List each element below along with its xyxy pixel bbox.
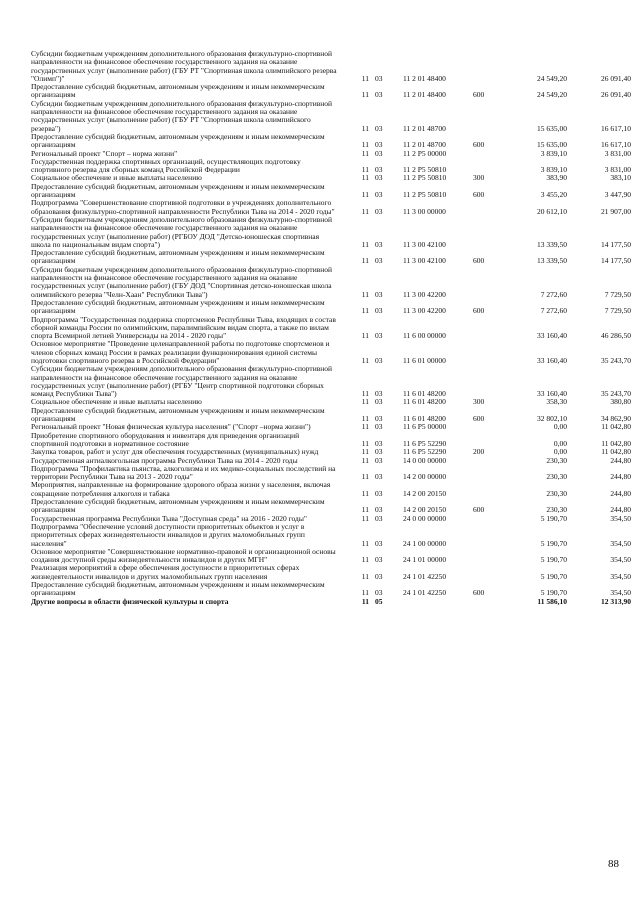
amount-year2-cell: 354,50 [610,571,631,581]
target-article-cell: 14 2 00 20150 [403,505,447,515]
amount-year2-cell: 3 831,00 [604,165,631,175]
amount-year2-cell: 11 042,80 [601,422,631,432]
subsection-code-cell: 03 [375,256,383,266]
section-code-cell: 11 [361,389,369,399]
section-code-cell: 11 [361,571,369,581]
table-row [31,481,631,498]
row-name-cell: Предоставление субсидий бюджетным, автономным учреждениям и иным некоммерческим организациям [31,497,325,515]
section-code-cell: 11 [361,239,369,249]
row-name-cell: Социальное обеспечение и иные выплаты населению [31,397,202,407]
amount-year1-cell: 13 339,50 [537,256,567,266]
expense-type-cell: 600 [473,140,485,150]
amount-year2-cell: 354,50 [610,513,631,523]
table-row [31,581,631,598]
amount-year2-cell: 7 729,50 [604,289,631,299]
amount-year1-cell: 5 190,70 [540,555,567,565]
expense-type-cell [473,199,503,216]
subsection-code-cell: 03 [375,472,383,482]
target-article-cell: 11 2 01 48700 [403,123,446,133]
amount-year2-cell: 26 091,40 [601,73,631,83]
section-code-cell: 11 [361,148,369,158]
amount-year1-cell: 0,00 [553,447,567,457]
row-name-cell: Реализация мероприятий в сфере обеспечения доступности в приоритетных сферах жизнедеятельности инвалидов и других маломобильных групп населения [31,563,300,581]
target-article-cell: 11 6 P5 52290 [403,447,447,457]
subsection-code-cell: 03 [375,239,383,249]
amount-year2-cell: 380,80 [610,397,631,407]
expense-type-cell [473,564,503,581]
row-name-cell: Основное мероприятие "Проведение целенаправленной работы по подготовке спортсменов и членов сборных команд России в рамках реализации функционирования единой системы подготовки спортивного резерва в Российской Федерации" [31,339,330,365]
amount-year2-cell: 11 042,80 [601,438,631,448]
section-code-cell: 11 [361,555,369,565]
amount-year1-cell: 11 586,10 [537,596,567,606]
section-code-cell: 11 [361,422,369,432]
subsection-code-cell: 03 [375,555,383,565]
amount-year1-cell: 358,30 [546,397,567,407]
section-code-cell: 11 [361,90,369,100]
expense-type-cell [473,481,503,498]
table-row [31,365,631,398]
subsection-code-cell: 03 [375,173,383,183]
amount-year1-cell: 33 160,40 [537,355,567,365]
section-code-cell: 11 [361,472,369,482]
target-article-cell: 11 6 01 48200 [403,389,446,399]
amount-year2-cell: 14 177,50 [601,239,631,249]
section-code-cell: 11 [361,190,369,200]
amount-year2-cell: 46 286,50 [601,331,631,341]
amount-year2-cell: 244,80 [610,505,631,515]
target-article-cell: 11 2 01 48700 [403,140,446,150]
row-name-cell: Предоставление субсидий бюджетным, автономным учреждениям и иным некоммерческим организациям [31,131,325,150]
expense-type-cell [473,50,503,83]
amount-year2-cell: 11 042,80 [601,447,631,457]
expense-type-cell [473,457,503,465]
table-row [31,83,631,100]
section-code-cell: 11 [361,596,369,606]
table-row [31,133,631,150]
section-code-cell: 11 [361,513,369,523]
amount-year1-cell: 32 802,10 [537,414,567,424]
row-name-cell: Мероприятия, направленные на формирование здорового образа жизни у населения, включая сокращение потребления алкоголя и табака [31,480,331,498]
expense-type-cell [473,598,503,606]
row-name-cell: Основное мероприятие "Совершенствование нормативно-правовой и организационной основы создания доступной среды жизнедеятельности инвалидов и других МГН" [31,546,336,565]
target-article-cell: 11 6 01 48200 [403,414,446,424]
target-article-cell: 11 2 P5 50810 [403,165,447,175]
amount-year2-cell: 354,50 [610,555,631,565]
expense-type-cell: 300 [473,397,485,407]
amount-year1-cell: 24 549,20 [537,73,567,83]
section-code-cell: 11 [361,289,369,299]
table-row [31,100,631,133]
subsection-code-cell: 03 [375,414,383,424]
expense-type-cell: 600 [473,414,485,424]
section-code-cell: 11 [361,206,369,216]
target-article-cell: 14 0 00 00000 [403,455,447,465]
section-code-cell: 11 [361,73,369,83]
expense-type-cell [473,150,503,158]
target-article-cell: 24 1 00 00000 [403,538,447,548]
row-name-cell: Закупка товаров, работ и услуг для обеспечения государственных (муниципальных) нужд [31,447,319,457]
row-name-cell: Предоставление субсидий бюджетным, автономным учреждениям и иным некоммерческим организациям [31,580,325,598]
subsection-code-cell: 03 [375,190,383,200]
row-name-cell: Предоставление субсидий бюджетным, автономным учреждениям и иным некоммерческим организациям [31,181,325,200]
amount-year2-cell: 16 617,10 [601,123,631,133]
row-name-cell: Подпрограмма "Совершенствование спортивной подготовки в учреждениях дополнительного образования физкультурно-спортивной направленности Республики Тыва на 2014 - 2020 годы" [31,198,335,216]
table-total-row [31,598,631,606]
row-name-cell: Региональный проект "Новая физическая культура населения" ("Спорт –норма жизни") [31,422,311,432]
section-code-cell: 11 [361,447,369,457]
expense-type-cell: 600 [473,256,485,266]
amount-year2-cell: 7 729,50 [604,306,631,316]
amount-year1-cell: 3 839,10 [540,165,567,175]
expense-type-cell [473,523,503,548]
table-row [31,523,631,548]
section-code-cell: 11 [361,331,369,341]
subsection-code-cell: 03 [375,73,383,83]
amount-year1-cell: 230,30 [546,505,567,515]
amount-year2-cell: 354,50 [610,538,631,548]
amount-year2-cell: 354,50 [610,588,631,598]
target-article-cell: 24 1 01 42250 [403,571,447,581]
table-row [31,340,631,365]
table-row [31,407,631,424]
row-name-cell: Предоставление субсидий бюджетным, автономным учреждениям и иным некоммерческим организациям [31,248,325,266]
target-article-cell: 11 6 01 48200 [403,397,446,407]
row-name-cell: Субсидии бюджетным учреждениям дополнительного образования физкультурно-спортивной направленности на финансовое обеспечение государственного задания на оказание государственных услуг (выполнение работ) (ГБУ РТ "Спортивная школа олимпийского резерва "Олимп")" [31,49,337,83]
expense-type-cell [473,158,503,175]
subsection-code-cell: 03 [375,206,383,216]
target-article-cell: 11 6 01 00000 [403,355,446,365]
subsection-code-cell: 03 [375,389,383,399]
expense-type-cell: 600 [473,190,485,200]
amount-year2-cell: 35 243,70 [601,355,631,365]
row-name-cell: Другие вопросы в области физической культуры и спорта [31,596,229,606]
expense-type-cell [473,365,503,398]
subsection-code-cell: 03 [375,422,383,432]
amount-year2-cell: 35 243,70 [601,389,631,399]
table-row [31,548,631,565]
section-code-cell: 11 [361,397,369,407]
subsection-code-cell: 03 [375,505,383,515]
subsection-code-cell: 03 [375,513,383,523]
expense-type-cell [473,432,503,449]
amount-year1-cell: 383,90 [546,173,567,183]
table-row [31,465,631,482]
section-code-cell: 11 [361,173,369,183]
budget-table [31,50,631,606]
subsection-code-cell: 03 [375,571,383,581]
row-name-cell: Приобретение спортивного оборудования и инвентаря для приведения организаций спортивной подготовки в нормативное состояние [31,430,300,448]
page-number: 88 [608,858,619,870]
row-name-cell: Субсидии бюджетным учреждениям дополнительного образования физкультурно-спортивной направленности на финансовое обеспечение государственного задания на оказание государственных услуг (выполнение работ) (ГБУ РТ "Спортивная школа олимпийского резерва") [31,98,333,133]
amount-year2-cell: 3 831,00 [604,148,631,158]
subsection-code-cell: 03 [375,165,383,175]
subsection-code-cell: 03 [375,397,383,407]
expense-type-cell [473,515,503,523]
target-article-cell: 11 2 P5 00000 [403,148,447,158]
target-article-cell: 11 3 00 42200 [403,306,446,316]
subsection-code-cell: 03 [375,438,383,448]
subsection-code-cell: 03 [375,123,383,133]
amount-year1-cell: 33 160,40 [537,389,567,399]
subsection-code-cell: 03 [375,140,383,150]
amount-year1-cell: 0,00 [553,422,567,432]
amount-year1-cell: 5 190,70 [540,513,567,523]
section-code-cell: 11 [361,165,369,175]
target-article-cell: 11 6 P5 52290 [403,438,447,448]
target-article-cell: 24 0 00 00000 [403,513,447,523]
amount-year2-cell: 383,10 [610,173,631,183]
row-name-cell: Предоставление субсидий бюджетным, автономным учреждениям и иным некоммерческим организациям [31,297,325,316]
amount-year2-cell: 12 313,90 [601,596,631,606]
subsection-code-cell: 03 [375,90,383,100]
amount-year1-cell: 24 549,20 [537,90,567,100]
amount-year1-cell: 5 190,70 [540,588,567,598]
row-name-cell: Предоставление субсидий бюджетным, автономным учреждениям и иным некоммерческим организациям [31,405,325,424]
expense-type-cell: 600 [473,306,485,316]
expense-type-cell [473,266,503,299]
row-name-cell: Предоставление субсидий бюджетным, автономным учреждениям и иным некоммерческим организациям [31,82,325,100]
table-row [31,432,631,449]
table-body [31,50,631,606]
subsection-code-cell: 03 [375,447,383,457]
expense-type-cell [473,316,503,341]
subsection-code-cell: 03 [375,289,383,299]
row-name-cell: Государственная антиалкогольная программа Республики Тыва на 2014 - 2020 годы [31,455,298,465]
target-article-cell [403,598,473,606]
expense-type-cell [473,100,503,133]
target-article-cell: 11 3 00 42200 [403,289,446,299]
target-article-cell: 11 6 00 00000 [403,331,446,341]
amount-year1-cell: 13 339,50 [537,239,567,249]
row-name-cell: Государственная программа Республики Тыва "Доступная среда" на 2016 - 2020 годы" [31,513,307,523]
subsection-code-cell: 03 [375,538,383,548]
subsection-code-cell: 03 [375,306,383,316]
amount-year2-cell: 14 177,50 [601,256,631,266]
amount-year1-cell: 230,30 [546,472,567,482]
expense-type-cell [473,465,503,482]
amount-year1-cell: 230,30 [546,455,567,465]
amount-year1-cell: 230,30 [546,488,567,498]
expense-type-cell [473,340,503,365]
target-article-cell: 11 2 01 48400 [403,90,446,100]
target-article-cell: 11 3 00 42100 [403,256,446,266]
amount-year2-cell: 21 907,00 [601,206,631,216]
section-code-cell: 11 [361,414,369,424]
target-article-cell: 14 2 00 20150 [403,488,447,498]
section-code-cell: 11 [361,505,369,515]
table-row [31,158,631,175]
table-row [31,299,631,316]
row-name-cell: Субсидии бюджетным учреждениям дополнительного образования физкультурно-спортивной направленности на финансовое обеспечение государственного задания на оказание государственных услуг (выполнение работ) (РГБУ "Центр спортивной подготовки сборных команд Республики Тыва") [31,364,333,399]
expense-type-cell [473,216,503,249]
amount-year2-cell: 26 091,40 [601,90,631,100]
section-code-cell: 11 [361,438,369,448]
amount-year2-cell: 244,80 [610,472,631,482]
target-article-cell: 14 2 00 00000 [403,472,447,482]
amount-year1-cell: 33 160,40 [537,331,567,341]
amount-year1-cell: 7 272,60 [540,289,567,299]
amount-year2-cell: 34 862,90 [601,414,631,424]
amount-year1-cell: 0,00 [553,438,567,448]
table-row [31,316,631,341]
amount-year1-cell: 15 635,00 [537,140,567,150]
subsection-code-cell: 03 [375,148,383,158]
expense-type-cell: 600 [473,90,485,100]
row-name-cell: Социальное обеспечение и иные выплаты населению [31,173,202,183]
table-row [31,50,631,83]
section-code-cell: 11 [361,306,369,316]
table-row [31,183,631,200]
section-code-cell: 11 [361,455,369,465]
amount-year1-cell: 3 455,20 [540,190,567,200]
row-name-cell: Субсидии бюджетным учреждениям дополнительного образования физкультурно-спортивной направленности на финансовое обеспечение государственного задания на оказание государственных услуг (выполнение работ) (РГБОУ ДОД "Детско-юношеская спортивная школа по национальным видам спорта") [31,214,333,249]
amount-year1-cell: 15 635,00 [537,123,567,133]
subsection-code-cell: 03 [375,488,383,498]
section-code-cell: 11 [361,123,369,133]
target-article-cell: 11 3 00 42100 [403,239,446,249]
table-row [31,266,631,299]
amount-year1-cell: 3 839,10 [540,148,567,158]
target-article-cell: 11 2 P5 50810 [403,173,447,183]
expense-type-cell: 300 [473,173,485,183]
table-row [31,216,631,249]
row-name-cell: Подпрограмма "Обеспечение условий доступности приоритетных объектов и услуг в приоритетных сферах жизнедеятельности инвалидов и других маломобильных групп населения" [31,521,305,548]
target-article-cell: 24 1 01 00000 [403,555,447,565]
amount-year2-cell: 244,80 [610,488,631,498]
row-name-cell: Субсидии бюджетным учреждениям дополнительного образования физкультурно-спортивной направленности на финансовое обеспечение государственного задания на оказание государственных услуг (выполнение работ) (ГБУ ДОД "Спортивная детско-юношеская школа олимпийского резерва "Челн-Хаан" Республики Тыва") [31,264,333,299]
target-article-cell: 11 2 P5 50810 [403,190,447,200]
table-row [31,564,631,581]
expense-type-cell: 200 [473,447,485,457]
table-row [31,498,631,515]
subsection-code-cell: 03 [375,588,383,598]
amount-year1-cell: 5 190,70 [540,571,567,581]
subsection-code-cell: 03 [375,331,383,341]
row-name-cell: Государственная поддержка спортивных организаций, осуществляющих подготовку спортивного резерва для сборных команд Российской Федерации [31,156,301,175]
expense-type-cell: 600 [473,505,485,515]
table-row [31,249,631,266]
subsection-code-cell: 03 [375,355,383,365]
expense-type-cell [473,423,503,431]
amount-year2-cell: 3 447,90 [604,190,631,200]
section-code-cell: 11 [361,538,369,548]
section-code-cell: 11 [361,488,369,498]
section-code-cell: 11 [361,588,369,598]
amount-year1-cell: 7 272,60 [540,306,567,316]
section-code-cell: 11 [361,140,369,150]
target-article-cell: 11 6 P5 00000 [403,422,447,432]
amount-year2-cell: 16 617,10 [601,140,631,150]
section-code-cell: 11 [361,355,369,365]
target-article-cell: 11 3 00 00000 [403,206,446,216]
section-code-cell: 11 [361,256,369,266]
row-name-cell: Подпрограмма "Государственная поддержка спортсменов Республики Тыва, входящих в состав сборной команды России по олимпийским, паралимпийским видам спорта, а также по вилам спорта Всемирной летней Универсиады на 2014 - 2020 годы" [31,314,336,341]
target-article-cell: 11 2 01 48400 [403,73,446,83]
expense-type-cell: 600 [473,588,485,598]
amount-year1-cell: 20 612,10 [537,206,567,216]
amount-year1-cell: 5 190,70 [540,538,567,548]
subsection-code-cell: 05 [375,596,383,606]
amount-year2-cell: 244,80 [610,455,631,465]
table-row [31,199,631,216]
expense-type-cell [473,548,503,565]
row-name-cell: Подпрограмма "Профилактика пьянства, алкоголизма и их медико-социальных последствий на территории Республики Тыва на 2013 - 2020 годы" [31,463,336,482]
row-name-cell: Региональный проект "Спорт – норма жизни" [31,148,178,158]
target-article-cell: 24 1 01 42250 [403,588,447,598]
subsection-code-cell: 03 [375,455,383,465]
